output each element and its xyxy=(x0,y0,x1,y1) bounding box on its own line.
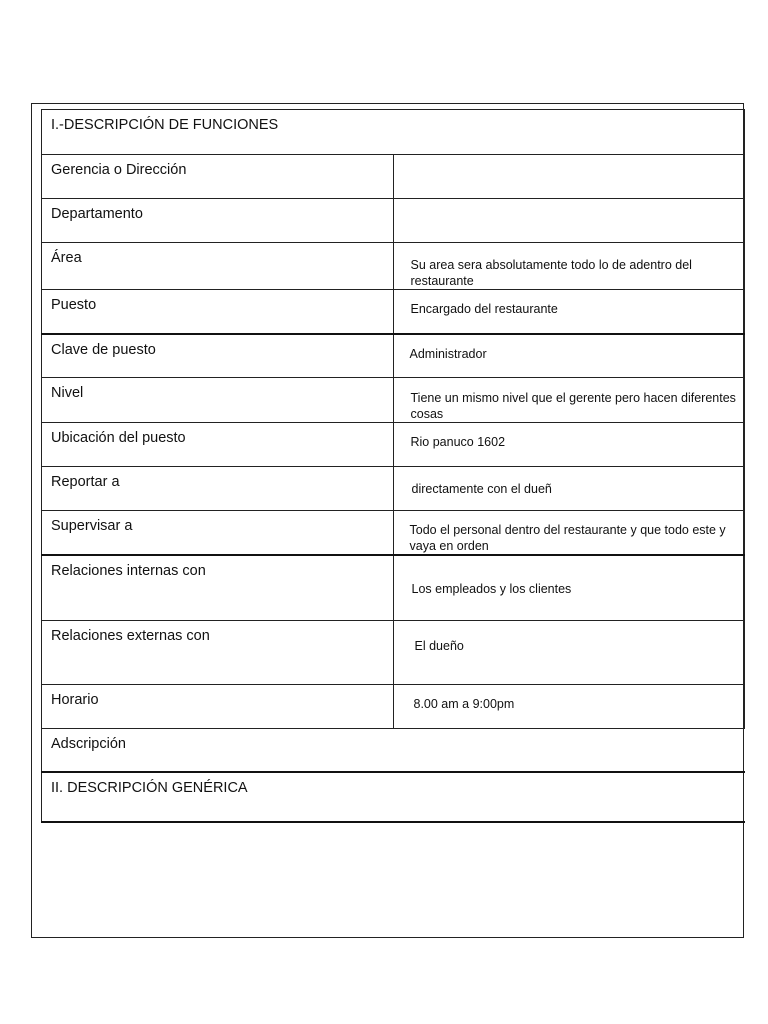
supervisar-value-cell xyxy=(393,511,745,556)
departamento-value xyxy=(394,199,745,213)
row-label-cell xyxy=(42,684,394,728)
clave-label: Clave de puesto xyxy=(51,341,156,358)
row-label-cell xyxy=(42,423,394,467)
job-description-table xyxy=(41,109,745,823)
section2-title: II. DESCRIPCIÓN GENÉRICA xyxy=(51,780,248,796)
area-value: Su area sera absolutamente todo lo de adentro del restaurante xyxy=(410,258,692,288)
row-label-cell xyxy=(42,467,394,511)
section2-header-cell xyxy=(42,772,745,822)
row-label-cell xyxy=(42,199,394,243)
ubicacion-value: Rio panuco 1602 xyxy=(410,435,506,449)
gerencia-value xyxy=(394,155,745,169)
section1-title: I.-DESCRIPCIÓN DE FUNCIONES xyxy=(51,117,279,133)
reportar-value: directamente con el dueñ xyxy=(411,482,552,496)
row-label-cell xyxy=(42,620,394,684)
row-label-cell xyxy=(42,290,394,334)
nivel-value-cell xyxy=(393,378,745,423)
nivel-label: Nivel xyxy=(51,385,84,401)
ubicacion-value-cell xyxy=(393,423,745,467)
relaciones-internas-value: Los empleados y los clientes xyxy=(411,582,572,596)
supervisar-label: Supervisar a xyxy=(51,518,133,534)
nivel-value: Tiene un mismo nivel que el gerente pero hacen diferentes cosas xyxy=(410,391,736,421)
supervisar-value: Todo el personal dentro del restaurante y que todo este y vaya en orden xyxy=(409,523,726,553)
reportar-value-cell xyxy=(393,467,745,511)
section1-header-cell xyxy=(42,110,745,155)
row-label-cell xyxy=(42,334,394,378)
adscripcion-cell xyxy=(42,728,745,772)
horario-value-cell xyxy=(393,684,745,728)
relaciones-externas-value-cell xyxy=(393,620,745,684)
horario-label: Horario xyxy=(51,691,99,708)
adscripcion-label: Adscripción xyxy=(51,735,126,752)
puesto-value-cell xyxy=(393,290,745,334)
relaciones-internas-label: Relaciones internas con xyxy=(51,563,206,579)
reportar-label: Reportar a xyxy=(51,474,120,490)
horario-value: 8.00 am a 9:00pm xyxy=(413,696,515,711)
gerencia-value-cell xyxy=(393,155,745,199)
area-value-cell xyxy=(393,243,745,290)
clave-value: Administrador xyxy=(409,346,487,361)
ubicacion-label: Ubicación del puesto xyxy=(51,430,186,446)
departamento-label: Departamento xyxy=(51,206,143,222)
relaciones-externas-value: El dueño xyxy=(414,638,464,653)
row-label-cell xyxy=(42,378,394,423)
puesto-value: Encargado del restaurante xyxy=(410,302,558,316)
row-label-cell xyxy=(42,155,394,199)
relaciones-internas-value-cell xyxy=(393,555,745,620)
row-label-cell xyxy=(42,555,394,620)
row-label-cell xyxy=(42,243,394,290)
row-label-cell xyxy=(42,511,394,556)
relaciones-externas-label: Relaciones externas con xyxy=(51,627,210,644)
clave-value-cell xyxy=(393,334,745,378)
departamento-value-cell xyxy=(393,199,745,243)
gerencia-label: Gerencia o Dirección xyxy=(51,162,187,178)
area-label: Área xyxy=(51,250,82,266)
puesto-label: Puesto xyxy=(51,297,97,313)
